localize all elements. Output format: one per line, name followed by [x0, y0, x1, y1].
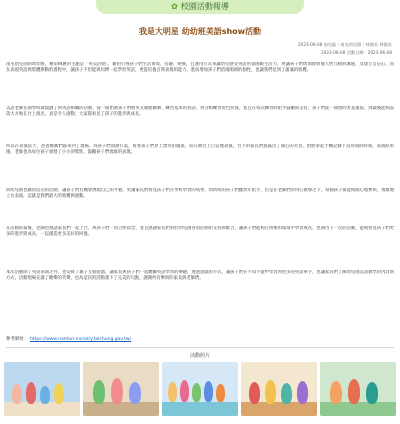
reference-label: 參考網址： — [6, 337, 29, 342]
reference-line — [6, 336, 131, 342]
article-title: 我是大明星 幼幼班美語show活動 — [138, 27, 262, 36]
article-paragraph-2: 美語老師在開學時就規劃了與英語相關的活動，從一開始教孩子們唱英文歌曲跳舞、練習基本的對話，到分組練習角色扮演，並且在每次練習時給予鼓勵與支持，孩子們從一開始的害羞緊張，到最後能夠落落大方地在台上演出，真是令人感動，大家都看見了孩子的進步與成長。 — [6, 106, 394, 118]
section-banner — [96, 0, 304, 14]
article-paragraph-6: 本次活動除了英語表演之外，也安排了親子互動遊戲，讓家長與孩子們一起體驗英語學習的樂趣，透過遊戲的方式，讓孩子們在不知不覺中學習到更多的英語單字，也讓家長們了解幼兒園美語教學的內容與方式，活動現場充滿了歡樂的笑聲，也為這次的活動畫下了完美的句點，謝謝所有參與的家長與老師們。 — [6, 270, 394, 282]
gallery-photo-5[interactable] — [320, 362, 396, 416]
divider — [6, 347, 394, 348]
article-paragraph-5: 在活動的最後，老師也邀請家長們一起上台，與孩子們一同合照留念，並且感謝家長們對於幼兒園各項活動的支持與配合，讓孩子們能夠在快樂的環境中學習成長，也期待下一次的活動，能夠看見孩子們更多的進步與成長，一起創造更多美好的回憶。 — [6, 226, 394, 238]
article-meta-date: 2023-06-08 活動日期：2023-06-08 — [321, 50, 392, 55]
gallery-photo-4[interactable] — [241, 362, 317, 416]
banner-label: 校園活動報導 — [180, 2, 229, 11]
article-paragraph-3: 所以在表演當天，爸爸媽媽們都來到了現場，為孩子們加油打氣，看著孩子們穿上漂亮的服裝，站在舞台上自信地表演，台下的家長們都露出了開心的笑容，紛紛拿起手機記錄下這珍貴的時刻，表演結束後，老師也為每位孩子頒發了小小的獎狀，鼓勵孩子們勇敢的表現。 — [6, 144, 394, 156]
gallery-title: 活動照片 — [189, 353, 210, 359]
gallery-photo-1[interactable] — [4, 362, 80, 416]
gallery-photo-3[interactable] — [162, 362, 238, 416]
leaf-icon: ✿ — [171, 2, 178, 11]
article-meta-author: 2023-06-08 南屯區｜南屯幼兒園｜林園長 林園長 — [298, 42, 392, 47]
gallery-photo-2[interactable] — [83, 362, 159, 416]
article-paragraph-1: 南屯幼兒園的幼幼班，精彩絢麗的主題是「英美活動」，藉由引導孩子們生活情境，有趣、變換，且運用方式來讓幼兒感受英語的氛圍跟生活力，更讓孩子們增加會與他人們互動與溝通，及建立自信心，而在表現英語與肢體律動的過程中，讓孩子不但能與同儕一起學習英語，更能培養自我表現的能力，進而增加孩子們活潑開朗的個性，也讓我們見到了滿滿的收穫。 — [6, 62, 394, 74]
reference-link[interactable]: https://www.nantun-nursery.taichung.gov.tw/ — [29, 337, 132, 342]
photo-gallery — [4, 362, 396, 416]
article-paragraph-4: 而幼兒園也藉由這次的活動，讓孩子們有機會展現自己的才藝，更讓家長們看見孩子們在學校學習的成果，幼幼班的孩子們雖然年紀小，但是在老師們的用心教導之下，每個孩子都能夠開心地參與，勇敢地上台表演，這就是我們最大的收穫與感動。 — [6, 188, 394, 200]
